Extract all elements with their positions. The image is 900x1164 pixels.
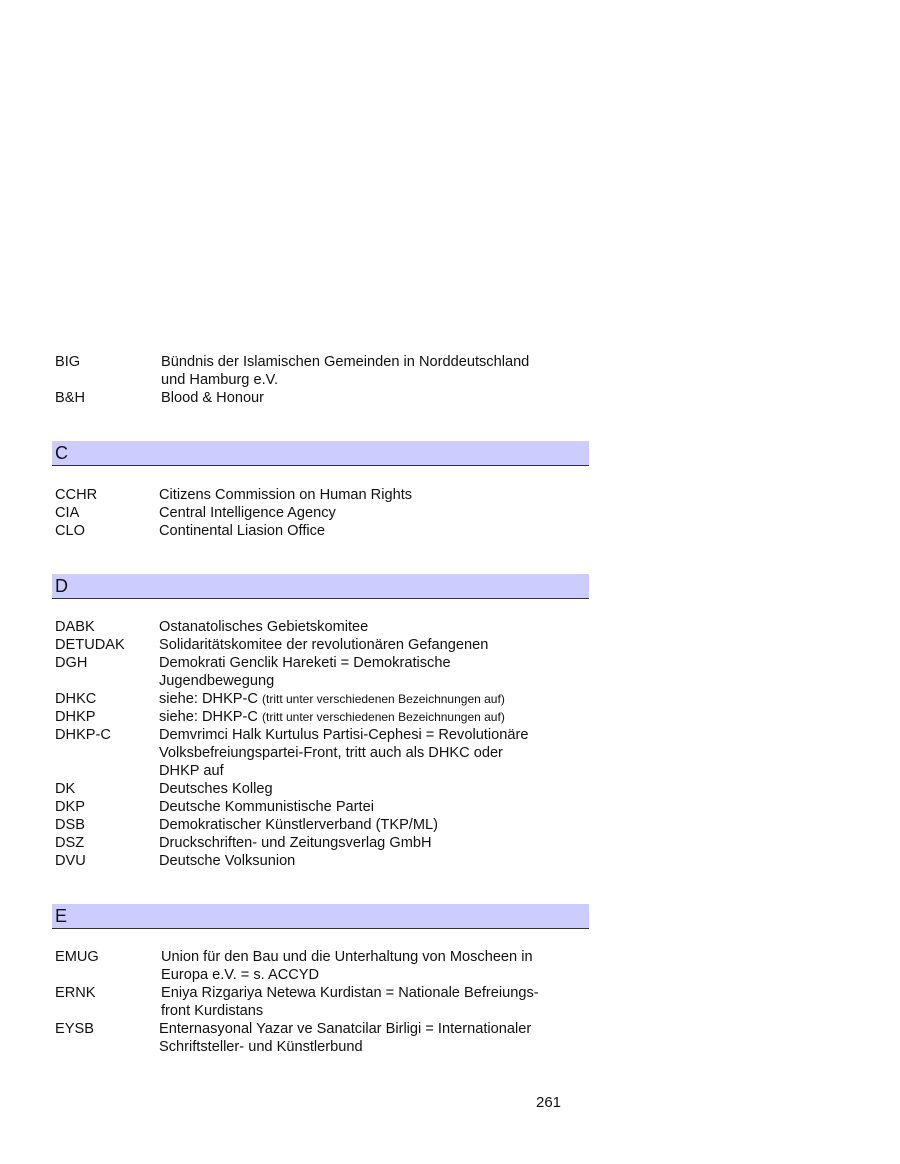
abbreviation: EMUG — [55, 949, 99, 965]
definition: Demokratischer Künstlerverband (TKP/ML) — [159, 817, 438, 833]
section-letter: D — [55, 576, 68, 596]
entries-e — [55, 948, 589, 1056]
abbreviation: DHKP — [55, 709, 96, 725]
abbreviation: DABK — [55, 619, 95, 635]
definition — [161, 353, 589, 389]
definition-text: siehe: DHKP-C — [159, 691, 262, 707]
entries-c — [55, 486, 589, 540]
definition: Demokrati Genclik Hareketi = Demokratische Jugendbewegung — [159, 655, 451, 689]
entry-big — [55, 353, 589, 389]
abbreviation: DSB — [55, 817, 86, 833]
entries-d — [55, 618, 589, 870]
entry-emug — [55, 948, 589, 984]
entry-dhkp-c — [55, 726, 589, 780]
entry-dvu — [55, 852, 589, 870]
definition: Central Intelligence Agency — [159, 505, 336, 521]
entry-cia — [55, 504, 589, 522]
abbreviation: DK — [55, 781, 76, 797]
definition-note: (tritt unter verschiedenen Bezeichnungen auf) — [262, 710, 505, 724]
entry-dhkp — [55, 708, 589, 726]
definition: Citizens Commission on Human Rights — [159, 487, 413, 503]
abbreviation: CIA — [55, 505, 80, 521]
section-header-d — [52, 574, 589, 599]
section-header-c — [52, 441, 589, 466]
entries-b — [55, 353, 589, 407]
definition: Deutsche Kommunistische Partei — [159, 799, 374, 815]
abbreviation: CCHR — [55, 487, 98, 503]
entry-clo — [55, 522, 589, 540]
abbreviation: DGH — [55, 655, 88, 671]
definition: Union für den Bau und die Unterhaltung von Moscheen in Europa e.V. = s. ACCYD — [161, 949, 533, 983]
entry-detudak — [55, 636, 589, 654]
definition: Deutsches Kolleg — [159, 781, 273, 797]
entry-eysb — [55, 1020, 589, 1056]
definition-note: (tritt unter verschiedenen Bezeichnungen auf) — [262, 692, 505, 706]
definition — [159, 708, 589, 726]
definition — [159, 690, 589, 708]
entry-ernk — [55, 984, 589, 1020]
abbreviation: B&H — [55, 390, 86, 406]
entry-dsb — [55, 816, 589, 834]
definition: Demvrimci Halk Kurtulus Partisi-Cephesi = Revolutionäre Volksbefreiungspartei-Front, tritt auch als DHKC oder DHKP auf — [159, 727, 529, 779]
definition-text: siehe: DHKP-C — [159, 709, 262, 725]
entry-dkp — [55, 798, 589, 816]
definition-text: Bündnis der Islamischen Gemeinden in Norddeutschland und Hamburg e.V. — [161, 354, 530, 388]
abbreviation: BIG — [55, 354, 81, 370]
definition: Solidaritätskomitee der revolutionären Gefangenen — [159, 637, 489, 653]
entry-dhkc — [55, 690, 589, 708]
entry-dsz — [55, 834, 589, 852]
definition: Deutsche Volksunion — [159, 853, 296, 869]
abbreviation: DETUDAK — [55, 637, 125, 653]
entry-dk — [55, 780, 589, 798]
entry-dabk — [55, 618, 589, 636]
definition: Ostanatolisches Gebietskomitee — [159, 619, 369, 635]
definition: Druckschriften- und Zeitungsverlag GmbH — [159, 835, 432, 851]
definition — [161, 389, 589, 407]
definition: Enternasyonal Yazar ve Sanatcilar Birligi = Internationaler Schriftsteller- und Künstlerbund — [159, 1021, 532, 1055]
entry-dgh — [55, 654, 589, 690]
section-letter: C — [55, 443, 68, 463]
entry-bh — [55, 389, 589, 407]
page-number: 261 — [536, 1094, 562, 1111]
definition-text: Blood & Honour — [161, 390, 265, 406]
section-letter: E — [55, 906, 68, 926]
abbreviation: EYSB — [55, 1021, 94, 1037]
section-header-e — [52, 904, 589, 929]
abbreviation: CLO — [55, 523, 86, 539]
abbreviation: ERNK — [55, 985, 96, 1001]
abbreviation: DVU — [55, 853, 86, 869]
definition: Continental Liasion Office — [159, 523, 326, 539]
abbreviation: DKP — [55, 799, 86, 815]
abbreviation: DSZ — [55, 835, 85, 851]
abbreviation: DHKP-C — [55, 727, 111, 743]
abbreviation: DHKC — [55, 691, 97, 707]
definition: Eniya Rizgariya Netewa Kurdistan = Nationale Befreiungs- front Kurdistans — [161, 985, 539, 1019]
entry-cchr — [55, 486, 589, 504]
